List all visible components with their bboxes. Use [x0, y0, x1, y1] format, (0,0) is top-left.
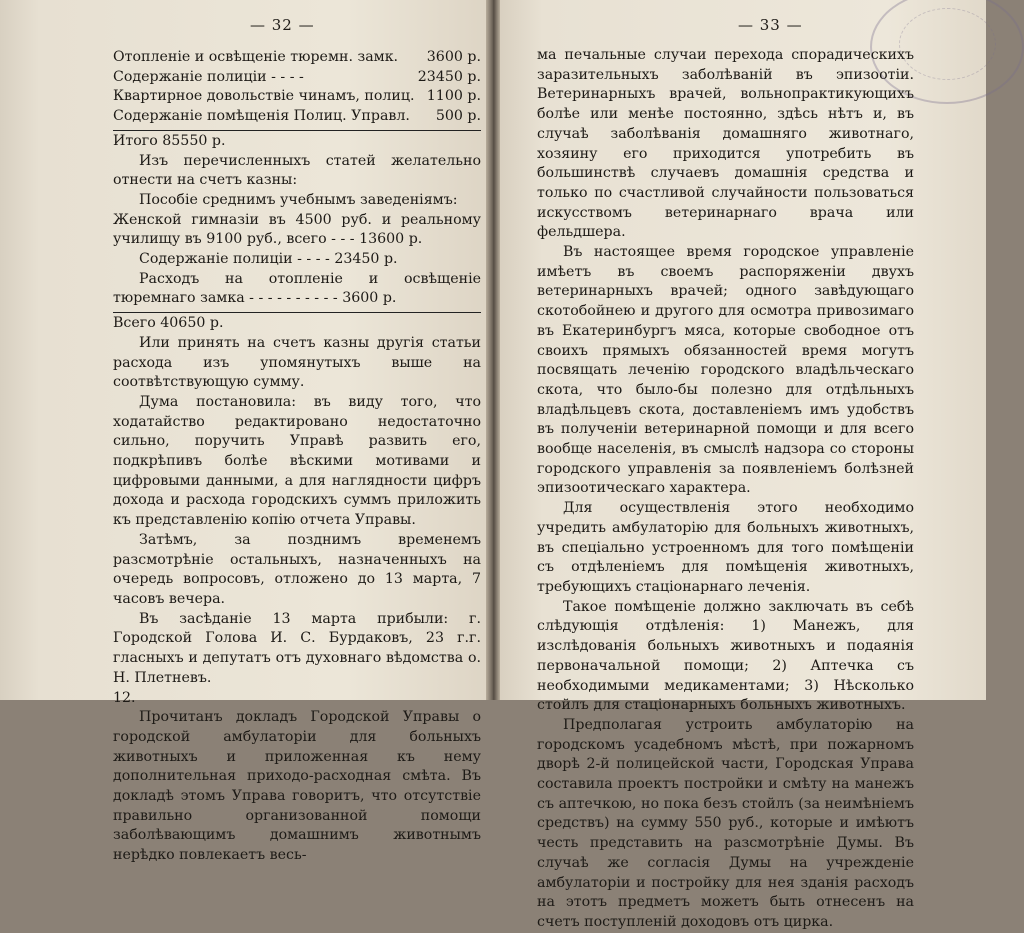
expense-row: Содержаніе помѣщенія Полиц. Управл. 500 р. — [113, 108, 481, 125]
expense-row: Квартирное довольствіе чинамъ, полиц. 1100 р. — [113, 88, 481, 105]
expense-row: Отопленіе и освѣщеніе тюремн. замк. 3600 р. — [113, 49, 481, 65]
paragraph: Расходъ на отопленіе и освѣщеніе тюремнаго замка - - - - - - - - - - 3600 р. — [113, 270, 481, 307]
paragraph: Предполагая устроить амбулаторію на городскомъ усадебномъ мѣстѣ, при пожарномъ дворѣ 2-й полицейской части, Городская Управа составила проектъ постройки и смѣту на манежъ съ аптечкою, но пока безъ стойлъ (за неимѣніемъ средствъ) на сумму 550 руб., которые и имѣютъ честь представить на разсмотрѣніе Думы. Въ случаѣ же согласія Думы на учрежденіе амбулаторіи и постройку для нея зданія расходъ на этотъ предметъ можетъ быть отнесенъ на счетъ поступленій доходовъ отъ цирка. — [537, 716, 914, 930]
expense-row: Содержаніе полиціи - - - - 23450 р. — [113, 68, 481, 85]
paragraph: Женской гимназіи въ 4500 руб. и реальному училищу въ 9100 руб., всего - - - 13600 р. — [113, 211, 481, 248]
paragraph: Или принять на счетъ казны другія статьи расхода изъ упомянутыхъ выше на соотвѣтствующую сумму. — [113, 334, 481, 391]
paragraph: Затѣмъ, за позднимъ временемъ разсмотрѣніе остальныхъ, назначенныхъ на очередь вопросовъ, отложено до 13 марта, 7 часовъ вечера. — [113, 531, 481, 607]
section-number: 12. — [113, 689, 136, 706]
paragraph: Дума постановила: въ виду того, что ходатайство редактировано недостаточно сильно, поручить Управѣ развить его, подкрѣпивъ болѣе вѣскими мотивами и цифровыми данными, а для наглядности цифръ дохода и расхода городскихъ суммъ приложить къ представленію копію отчета Управы. — [113, 393, 481, 529]
total-rule — [113, 312, 481, 313]
paragraph: ма печальные случаи перехода спорадическихъ заразительныхъ заболѣваній въ эпизоотіи. Ветеринарныхъ врачей, вольнопрактикующихъ болѣе или менѣе постоянно, здѣсь нѣтъ и, въ случаѣ заболѣванія домашняго животнаго, хозяину его приходится употребить въ большинствѣ случаевъ домашнія средства и только по счастливой случайности пользоваться искусствомъ ветеринарнаго врача или фельдшера. — [537, 47, 914, 241]
total-line: Итого 85550 р. — [113, 132, 226, 149]
page-number: — 32 — — [250, 16, 315, 34]
paragraph: Изъ перечисленныхъ статей желательно отнести на счетъ казны: — [113, 152, 481, 189]
right-page-text — [537, 46, 914, 933]
left-page-text — [113, 48, 481, 866]
book-gutter — [486, 0, 500, 700]
paragraph: Прочитанъ докладъ Городской Управы о городской амбулаторіи для больныхъ животныхъ и приложенная къ нему дополнительная приходо-расходная смѣта. Въ докладѣ этомъ Управа говоритъ, что отсутствіе правильно организованной помощи заболѣвающимъ домашнимъ животнымъ нерѣдко повлекаетъ весь- — [113, 709, 481, 864]
total-rule — [113, 130, 481, 131]
left-page — [0, 0, 493, 864]
paragraph: Такое помѣщеніе должно заключать въ себѣ слѣдующія отдѣленія: 1) Манежъ, для изслѣдованія больныхъ животныхъ и подаянія первоначальной помощи; 2) Аптечка съ необходимыми медикаментами; 3) Нѣсколько стойлъ для стаціонарныхъ больныхъ животныхъ. — [537, 598, 914, 714]
paragraph: Для осуществленія этого необходимо учредить амбулаторію для больныхъ животныхъ, въ спеціально устроенномъ для того помѣщеніи съ отдѣленіемъ для помѣщенія животныхъ, требующихъ стаціонарнаго леченія. — [537, 500, 914, 595]
page-number: — 33 — — [738, 16, 803, 34]
paragraph: Содержаніе полиціи - - - - 23450 р. — [139, 251, 398, 268]
paragraph: Въ настоящее время городское управленіе имѣетъ въ своемъ распоряженіи двухъ ветеринарныхъ врачей; одного завѣдующаго скотобойнею и другого для осмотра привозимаго въ Екатеринбургъ мяса, которые свободное отъ своихъ прямыхъ обязанностей время могутъ посвящать леченію городского владѣльческаго скота, что было-бы полезно для отдѣльныхъ владѣльцевъ скота, доставленіемъ имъ удобствъ въ полученіи ветеринарной помощи и для всего вообще населенія, въ смыслѣ надзора со стороны городского управленія за появленіемъ болѣзней эпизоотическаго характера. — [537, 244, 914, 497]
total-line: Всего 40650 р. — [113, 315, 224, 332]
paragraph: Въ засѣданіе 13 марта прибыли: г. Городской Голова И. С. Бурдаковъ, 23 г.г. гласныхъ и депутатъ отъ духовнаго вѣдомства о. Н. Плетневъ. — [113, 610, 481, 686]
paragraph: Пособіе среднимъ учебнымъ заведеніямъ: — [139, 191, 458, 208]
